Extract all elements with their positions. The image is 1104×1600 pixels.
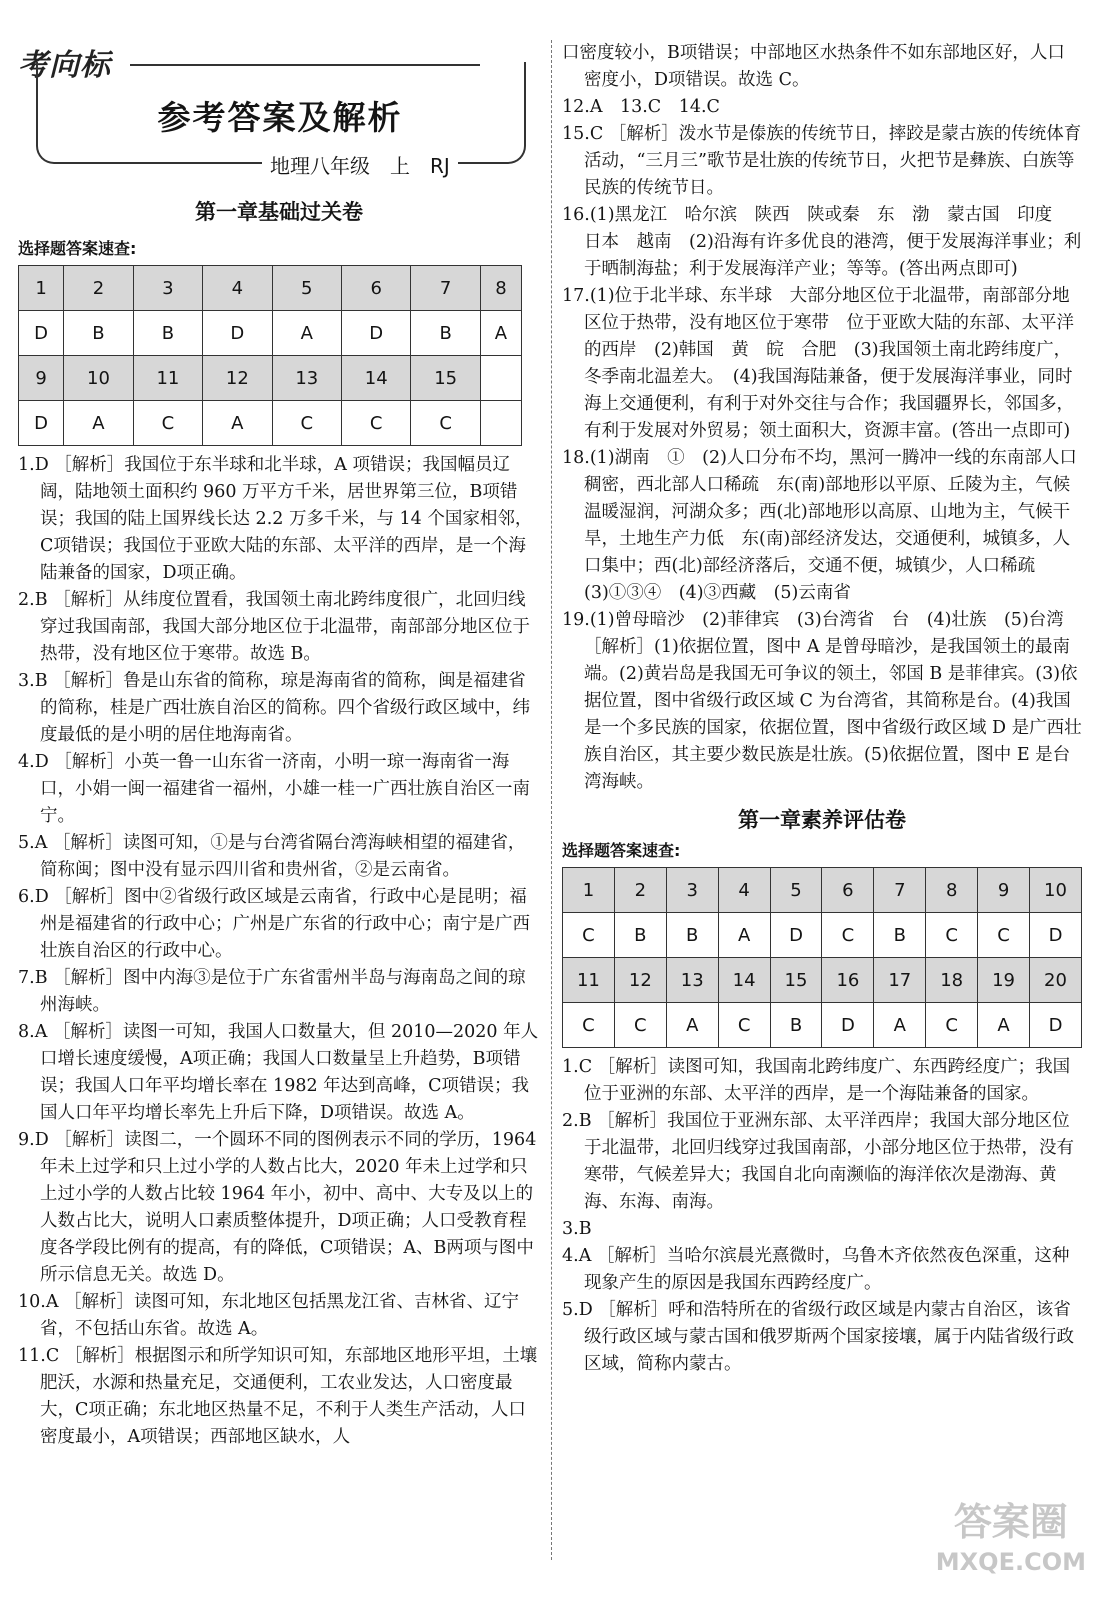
answer-item: 2.B ［解析］从纬度位置看，我国领土南北跨纬度很广，北回归线穿过我国南部，我国大部分地区位于北温带，南部部分地区位于热带，没有地区位于寒带。故选 B。 bbox=[18, 590, 530, 664]
answer-item: 18.(1)湖南 ① (2)人口分布不均，黑河一腾冲一线的东南部人口稠密，西北部人口稀疏 东(南)部地形以平原、丘陵为主，气候温暖湿润，河湖众多；西(北)部地形以高原、山地为主，气候干旱，土地生产力低 东(南)部经济发达，交通便利，城镇多，人口集中；西(北)部经济落后，交通不便，城镇少，人口稀疏 (3)①③④ (4)③西藏 (5)云南省 bbox=[562, 448, 1077, 603]
answer-cell: A bbox=[64, 401, 133, 446]
answer-cell: C bbox=[341, 401, 410, 446]
answer-cell: C bbox=[411, 401, 480, 446]
question-number-cell: 9 bbox=[978, 868, 1030, 913]
question-number-cell: 1 bbox=[563, 868, 615, 913]
answer-cell: B bbox=[411, 311, 480, 356]
section2-answers-list bbox=[562, 1054, 1082, 1378]
answer-table-row bbox=[563, 1003, 1082, 1048]
answer-item: 口密度较小，B项错误；中部地区水热条件不如东部地区好，人口密度小，D项错误。故选 C。 bbox=[562, 43, 1065, 90]
answer-item: 3.B bbox=[562, 1219, 592, 1239]
question-number-cell: 7 bbox=[411, 266, 480, 311]
left-column bbox=[18, 196, 540, 1451]
page-subtitle: 地理八年级 上 RJ bbox=[262, 150, 458, 179]
watermark bbox=[936, 1502, 1086, 1582]
question-number-cell: 11 bbox=[133, 356, 202, 401]
question-number-cell: 2 bbox=[614, 868, 666, 913]
question-number-cell: 15 bbox=[411, 356, 480, 401]
answer-cell: A bbox=[718, 913, 770, 958]
right-answers-list bbox=[562, 40, 1082, 796]
answer-table-row bbox=[563, 913, 1082, 958]
question-number-cell: 2 bbox=[64, 266, 133, 311]
answer-item: 9.D ［解析］读图二，一个圆环不同的图例表示不同的学历，1964 年未上过学和只上过小学的人数占比大，2020 年未上过学和只上过小学的人数占比较 1964 年小，初中、高中、大专及以上的人数占比大，说明人口素质整体提升，D项正确；人口受教育程度各学段比例有的提高，有的降低，C项错误；A、B两项与图中所示信息无关。故选 D。 bbox=[18, 1130, 537, 1285]
question-number-cell: 11 bbox=[563, 958, 615, 1003]
answer-cell: A bbox=[203, 401, 272, 446]
question-number-cell: 12 bbox=[203, 356, 272, 401]
section1-quick-label: 选择题答案速查: bbox=[18, 239, 137, 258]
answer-cell: D bbox=[770, 913, 822, 958]
question-number-cell: 5 bbox=[272, 266, 341, 311]
answer-item: 3.B ［解析］鲁是山东省的简称，琼是海南省的简称，闽是福建省的简称，桂是广西壮族自治区的简称。四个省级行政区域中，纬度最低的是小明的居住地海南省。 bbox=[18, 671, 530, 745]
answer-cell: B bbox=[64, 311, 133, 356]
question-number-cell: 4 bbox=[203, 266, 272, 311]
section2-title: 第一章素养评估卷 bbox=[738, 808, 906, 832]
left-answers-list bbox=[18, 452, 540, 1451]
answer-cell: C bbox=[133, 401, 202, 446]
watermark-text: 答案圈 bbox=[953, 1500, 1068, 1544]
section1-answer-table bbox=[18, 265, 522, 446]
question-number-cell: 4 bbox=[718, 868, 770, 913]
watermark-url: MXQE.COM bbox=[935, 1548, 1086, 1576]
section1-title: 第一章基础过关卷 bbox=[195, 200, 363, 224]
question-number-cell: 13 bbox=[666, 958, 718, 1003]
question-number-cell: 6 bbox=[822, 868, 874, 913]
answer-cell: B bbox=[874, 913, 926, 958]
answer-cell: C bbox=[926, 913, 978, 958]
answer-cell bbox=[480, 401, 521, 446]
section2-answer-table bbox=[562, 867, 1082, 1048]
question-number-cell: 1 bbox=[19, 266, 64, 311]
question-number-cell: 16 bbox=[822, 958, 874, 1003]
answer-cell: D bbox=[1030, 1003, 1082, 1048]
answer-cell: A bbox=[666, 1003, 718, 1048]
answer-cell: C bbox=[718, 1003, 770, 1048]
question-number-cell: 19 bbox=[978, 958, 1030, 1003]
answer-cell: A bbox=[480, 311, 521, 356]
column-divider bbox=[551, 40, 552, 1560]
answer-cell: C bbox=[563, 913, 615, 958]
answer-table-row bbox=[563, 958, 1082, 1003]
answer-cell: B bbox=[614, 913, 666, 958]
answer-item: 1.C ［解析］读图可知，我国南北跨纬度广、东西跨经度广；我国位于亚洲的东部、太平洋的西岸，是一个海陆兼备的国家。 bbox=[562, 1057, 1071, 1104]
answer-cell: A bbox=[874, 1003, 926, 1048]
answer-item: 15.C ［解析］泼水节是傣族的传统节日，摔跤是蒙古族的传统体育活动，“三月三”歌节是壮族的传统节日，火把节是彝族、白族等民族的传统节日。 bbox=[562, 124, 1082, 198]
answer-item: 10.A ［解析］读图可知，东北地区包括黑龙江省、吉林省、辽宁省，不包括山东省。故选 A。 bbox=[18, 1292, 520, 1339]
answer-item: 2.B ［解析］我国位于亚洲东部、太平洋西岸；我国大部分地区位于北温带，北回归线穿过我国南部，小部分地区位于热带，没有寒带，气候差异大；我国自北向南濒临的海洋依次是渤海、黄海、东海、南海。 bbox=[562, 1111, 1074, 1212]
answer-cell: B bbox=[770, 1003, 822, 1048]
answer-table-row bbox=[563, 868, 1082, 913]
question-number-cell: 12 bbox=[614, 958, 666, 1003]
answer-item: 1.D ［解析］我国位于东半球和北半球，A 项错误；我国幅员辽阔，陆地领土面积约 960 万平方千米，居世界第三位，B项错误；我国的陆上国界线长达 2.2 万多千米，与 14 个国家相邻，C项错误；我国位于亚欧大陆的东部、太平洋的西岸，是一个海陆兼备的国家，D项正确。 bbox=[18, 455, 533, 583]
answer-cell: D bbox=[203, 311, 272, 356]
answer-item: 12.A 13.C 14.C bbox=[562, 97, 720, 117]
answer-cell: C bbox=[978, 913, 1030, 958]
answer-item: 16.(1)黑龙江 哈尔滨 陕西 陕或秦 东 渤 蒙古国 印度 日本 越南 (2)沿海有许多优良的港湾，便于发展海洋事业；利于晒制海盐；利于发展海洋产业；等等。(答出两点即可) bbox=[562, 205, 1082, 279]
question-number-cell: 20 bbox=[1030, 958, 1082, 1003]
answer-item: 11.C ［解析］根据图示和所学知识可知，东部地区地形平坦，土壤肥沃，水源和热量充足，交通便利，工农业发达，人口密度最大，C项正确；东北地区热量不足，不利于人类生产活动，人口密度最小，A项错误；西部地区缺水，人 bbox=[18, 1346, 538, 1447]
question-number-cell: 7 bbox=[874, 868, 926, 913]
question-number-cell: 18 bbox=[926, 958, 978, 1003]
answer-item: 6.D ［解析］图中②省级行政区域是云南省，行政中心是昆明；福州是福建省的行政中心；广州是广东省的行政中心；南宁是广西壮族自治区的行政中心。 bbox=[18, 887, 530, 961]
answer-table-row bbox=[19, 311, 522, 356]
answer-cell: D bbox=[19, 401, 64, 446]
answer-cell: B bbox=[666, 913, 718, 958]
answer-cell: C bbox=[563, 1003, 615, 1048]
answer-cell: D bbox=[19, 311, 64, 356]
question-number-cell: 6 bbox=[341, 266, 410, 311]
answer-item: 19.(1)曾母暗沙 (2)菲律宾 (3)台湾省 台 (4)壮族 (5)台湾 ［解析］(1)依据位置，图中 A 是曾母暗沙，是我国领土的最南端。(2)黄岩岛是我国无可争议的领土，邻国 B 是菲律宾。(3)依据位置，图中省级行政区域 C 为台湾省，其简称是台。(4)我国是一个多民族的国家，依据位置，图中省级行政区域 D 是广西壮族自治区，其主要少数民族是壮族。(5)依据位置，图中 E 是台湾海峡。 bbox=[562, 610, 1082, 792]
question-number-cell bbox=[480, 356, 521, 401]
question-number-cell: 14 bbox=[341, 356, 410, 401]
question-number-cell: 13 bbox=[272, 356, 341, 401]
question-number-cell: 14 bbox=[718, 958, 770, 1003]
page-title: 参考答案及解析 bbox=[157, 98, 403, 137]
question-number-cell: 8 bbox=[480, 266, 521, 311]
answer-cell: D bbox=[341, 311, 410, 356]
question-number-cell: 15 bbox=[770, 958, 822, 1003]
answer-table-row bbox=[19, 356, 522, 401]
answer-item: 5.A ［解析］读图可知，①是与台湾省隔台湾海峡相望的福建省，简称闽；图中没有显示四川省和贵州省，②是云南省。 bbox=[18, 833, 526, 880]
question-number-cell: 3 bbox=[666, 868, 718, 913]
answer-cell: A bbox=[978, 1003, 1030, 1048]
answer-item: 7.B ［解析］图中内海③是位于广东省雷州半岛与海南岛之间的琼州海峡。 bbox=[18, 968, 526, 1015]
answer-item: 17.(1)位于北半球、东半球 大部分地区位于北温带，南部部分地区位于热带，没有地区位于寒带 位于亚欧大陆的东部、太平洋的西岸 (2)韩国 黄 皖 合肥 (3)我国领土南北跨纬度广，冬季南北温差大。 (4)我国海陆兼备，便于发展海洋事业，同时海上交通便利，有利于对外交往与合作；我国疆界长，邻国多，有利于发展对外贸易；领土面积大，资源丰富。(答出一点即可) bbox=[562, 286, 1074, 441]
question-number-cell: 8 bbox=[926, 868, 978, 913]
answer-cell: D bbox=[822, 1003, 874, 1048]
answer-item: 8.A ［解析］读图一可知，我国人口数量大，但 2010—2020 年人口增长速度缓慢，A项正确；我国人口数量呈上升趋势，B项错误；我国人口年平均增长率在 1982 年达到高峰，C项错误；我国人口年平均增长率先上升后下降，D项错误。故选 A。 bbox=[18, 1022, 539, 1123]
answer-cell: C bbox=[614, 1003, 666, 1048]
answer-item: 4.D ［解析］小英一鲁一山东省一济南，小明一琼一海南省一海口，小娟一闽一福建省一福州，小雄一桂一广西壮族自治区一南宁。 bbox=[18, 752, 530, 826]
question-number-cell: 9 bbox=[19, 356, 64, 401]
answer-table-row bbox=[19, 401, 522, 446]
answer-cell: C bbox=[926, 1003, 978, 1048]
answer-table-row bbox=[19, 266, 522, 311]
answer-cell: C bbox=[822, 913, 874, 958]
answer-cell: B bbox=[133, 311, 202, 356]
brand-logo: 考向标 bbox=[18, 48, 111, 83]
section2-quick-label: 选择题答案速查: bbox=[562, 841, 681, 860]
question-number-cell: 10 bbox=[64, 356, 133, 401]
answer-item: 5.D ［解析］呼和浩特所在的省级行政区域是内蒙古自治区，该省级行政区域与蒙古国和俄罗斯两个国家接壤，属于内陆省级行政区域，简称内蒙古。 bbox=[562, 1300, 1074, 1374]
question-number-cell: 17 bbox=[874, 958, 926, 1003]
question-number-cell: 3 bbox=[133, 266, 202, 311]
answer-item: 4.A ［解析］当哈尔滨晨光熹微时，乌鲁木齐依然夜色深重，这种现象产生的原因是我国东西跨经度广。 bbox=[562, 1246, 1070, 1293]
question-number-cell: 10 bbox=[1030, 868, 1082, 913]
answer-cell: D bbox=[1030, 913, 1082, 958]
right-column bbox=[562, 40, 1082, 1378]
answer-cell: A bbox=[272, 311, 341, 356]
answer-cell: C bbox=[272, 401, 341, 446]
question-number-cell: 5 bbox=[770, 868, 822, 913]
